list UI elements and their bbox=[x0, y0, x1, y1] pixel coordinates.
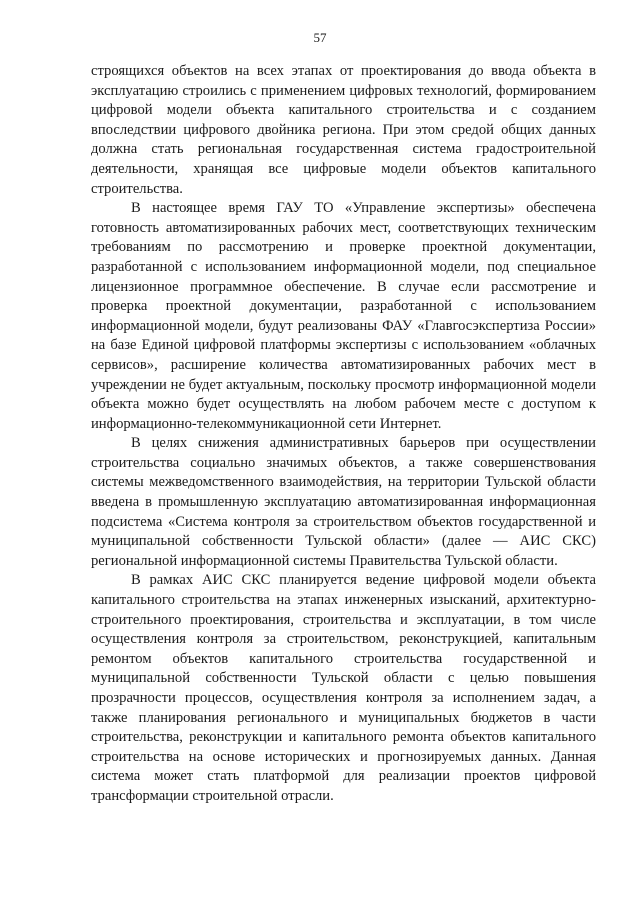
document-body bbox=[91, 62, 596, 807]
paragraph-2: В настоящее время ГАУ ТО «Управление экспертизы» обеспечена готовность автоматизированных рабочих мест, соответствующих техническим требованиям по рассмотрению и проверке проектной документации, разработанной с использованием информационной модели, под специальное лицензионное программное обеспечение. В случае если рассмотрение и проверка проектной документации, разработанной с использованием информационной модели, будут реализованы ФАУ «Главгосэкспертиза России» на базе Единой цифровой платформы экспертизы с использованием «облачных сервисов», расширение количества автоматизированных рабочих мест в учреждении не будет актуальным, поскольку просмотр информационной модели объекта можно будет осуществлять на любом рабочем месте с доступом к информационно-телекоммуникационной сети Интернет. bbox=[91, 200, 596, 432]
paragraph-1: строящихся объектов на всех этапах от проектирования до ввода объекта в эксплуатацию строились с применением цифровых технологий, формированием цифровой модели объекта капитального строительства и с созданием впоследствии цифрового двойника региона. При этом средой общих данных должна стать региональная государственная система градостроительной деятельности, хранящая все цифровые модели объектов капитального строительства. bbox=[91, 63, 596, 197]
page-number: 57 bbox=[313, 30, 327, 45]
paragraph-3: В целях снижения административных барьеров при осуществлении строительства социально значимых объектов, а также совершенствования системы межведомственного взаимодействия, на территории Тульской области введена в промышленную эксплуатацию автоматизированная информационная подсистема «Система контроля за строительством объектов государственной и муниципальной собственности Тульской области» (далее — АИС СКС) региональной информационной системы Правительства Тульской области. bbox=[91, 435, 596, 569]
paragraph-4: В рамках АИС СКС планируется ведение цифровой модели объекта капитального строительства на этапах инженерных изысканий, архитектурно-строительного проектирования, строительства и эксплуатации, в том числе осуществления контроля за строительством, реконструкцией, капитальным ремонтом объектов капитального строительства государственной и муниципальной собственности Тульской области с целью повышения прозрачности процессов, осуществления контроля за исполнением задач, а также планирования регионального и муниципальных бюджетов в части строительства, реконструкции и капитального ремонта объектов капитального строительства на основе исторических и прогнозируемых данных. Данная система может стать платформой для реализации проектов цифровой трансформации строительной отрасли. bbox=[91, 572, 596, 804]
